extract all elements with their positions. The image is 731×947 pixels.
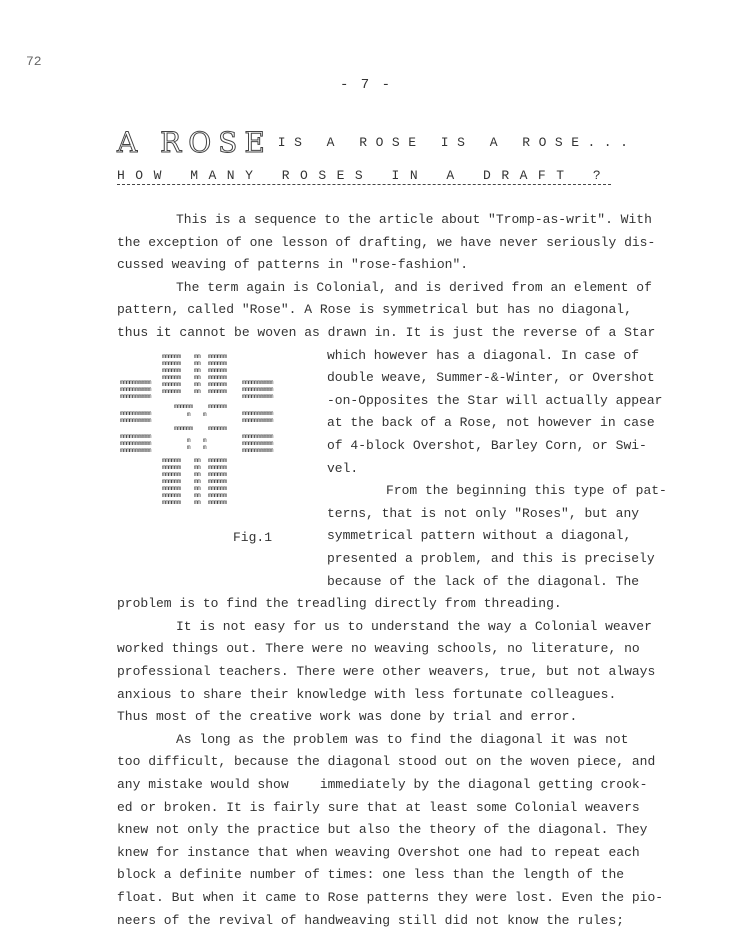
pattern-block: mmmmmmmmmm mmmmmmmmmm [242,410,274,424]
text-line: vel. [327,460,359,476]
text-line: This is a sequence to the article about "Tromp-as-writ". With [176,212,652,227]
pattern-block: mmmmmmmmmm mmmmmmmmmm [120,410,152,424]
text-line: neers of the revival of handweaving still did not know the rules; [117,912,625,928]
text-line: block a definite number of times: one less than the length of the [117,867,625,883]
text-line: thus it cannot be woven as drawn in. It is just the reverse of a Star [117,325,656,340]
pattern-block: mmmmmmmmmm mmmmmmmmmm mmmmmmmmmm [242,379,274,400]
pattern-block: mm mm mm mm mm mm [194,353,201,395]
text-line: double weave, Summer-&-Winter, or Overshot [327,370,655,386]
title-rest: IS A ROSE IS A ROSE... [277,135,637,150]
text-line: As long as the problem was to find the diagonal it was not [176,731,629,747]
figure-caption: Fig.1 [233,530,273,545]
pattern-block: mmmmmm mmmmmm mmmmmm mmmmmm mmmmmm mmmmmm mmmmmm [208,457,227,506]
text-line: From the beginning this type of pat- [386,483,667,499]
text-line: professional teachers. There were other weavers, true, but not always [117,664,656,679]
pattern-block: mmmmmmmmmm mmmmmmmmmm mmmmmmmmmm [242,433,274,454]
text-line: the exception of one lesson of drafting, we have never seriously dis- [117,234,656,250]
text-line: float. But when it came to Rose patterns they were lost. Even the pio- [117,890,664,905]
pattern-block: m m [187,437,191,451]
text-line: which however has a diagonal. In case of [327,347,640,363]
article-subtitle: HOW MANY ROSES IN A DRAFT ? [117,168,612,183]
pattern-block: mmmmmmmmmm mmmmmmmmmm mmmmmmmmmm [120,433,152,454]
text-line: anxious to share their knowledge with less fortunate colleagues. [117,686,617,702]
pattern-block: mmmmmm [208,425,227,432]
text-line: worked things out. There were no weaving schools, no literature, no [117,641,640,657]
title-decorated: A ROSE [117,126,272,159]
text-line: symmetrical pattern without a diagonal, [327,528,632,544]
text-line: presented a problem, and this is precisely [327,551,655,566]
text-line: too difficult, because the diagonal stood out on the woven piece, and [117,754,656,770]
pattern-block: m [187,411,191,418]
pattern-block: mmmmmm mmmmmm mmmmmm mmmmmm mmmmmm mmmmmm mmmmmm [162,457,181,506]
page-number: 72 [26,54,42,69]
text-line: any mistake would show immediately by the diagonal getting crook- [117,777,648,792]
pattern-block: mm mm mm mm mm mm mm [194,457,201,506]
page-marker: - 7 - [340,77,393,93]
text-line: knew for instance that when weaving Overshot one had to repeat each [117,844,640,860]
text-line: knew not only the practice but also the theory of the diagonal. They [117,822,648,838]
pattern-block: mmmmmmmmmm mmmmmmmmmm mmmmmmmmmm [120,379,152,400]
pattern-block: mmmmmm mmmmmm mmmmmm mmmmmm mmmmmm mmmmmm [208,353,227,395]
text-line: at the back of a Rose, not however in case [327,415,655,431]
text-line: terns, that is not only "Roses", but any [327,505,640,521]
text-line: pattern, called "Rose". A Rose is symmetrical but has no diagonal, [117,302,632,318]
text-line: Thus most of the creative work was done by trial and error. [117,709,578,725]
text-line: It is not easy for us to understand the way a Colonial weaver [176,618,652,634]
rose-pattern-figure [120,353,290,523]
pattern-block: mmmmmm [174,403,193,410]
text-line: The term again is Colonial, and is derived from an element of [176,279,652,295]
pattern-block: m [203,411,207,418]
text-line: ed or broken. It is fairly sure that at least some Colonial weavers [117,799,640,815]
pattern-block: mmmmmm [174,425,193,432]
text-line: because of the lack of the diagonal. The [327,573,640,589]
text-line: -on-Opposites the Star will actually appear [327,392,663,408]
article-title [117,126,636,159]
pattern-block: mmmmmm [208,403,227,410]
pattern-block: mmmmmm mmmmmm mmmmmm mmmmmm mmmmmm mmmmmm [162,353,181,395]
text-line: cussed weaving of patterns in "rose-fashion". [117,257,469,273]
pattern-block: m m [203,437,207,451]
text-line: problem is to find the treadling directly from threading. [117,596,562,612]
text-line: of 4-block Overshot, Barley Corn, or Swi- [327,438,647,453]
